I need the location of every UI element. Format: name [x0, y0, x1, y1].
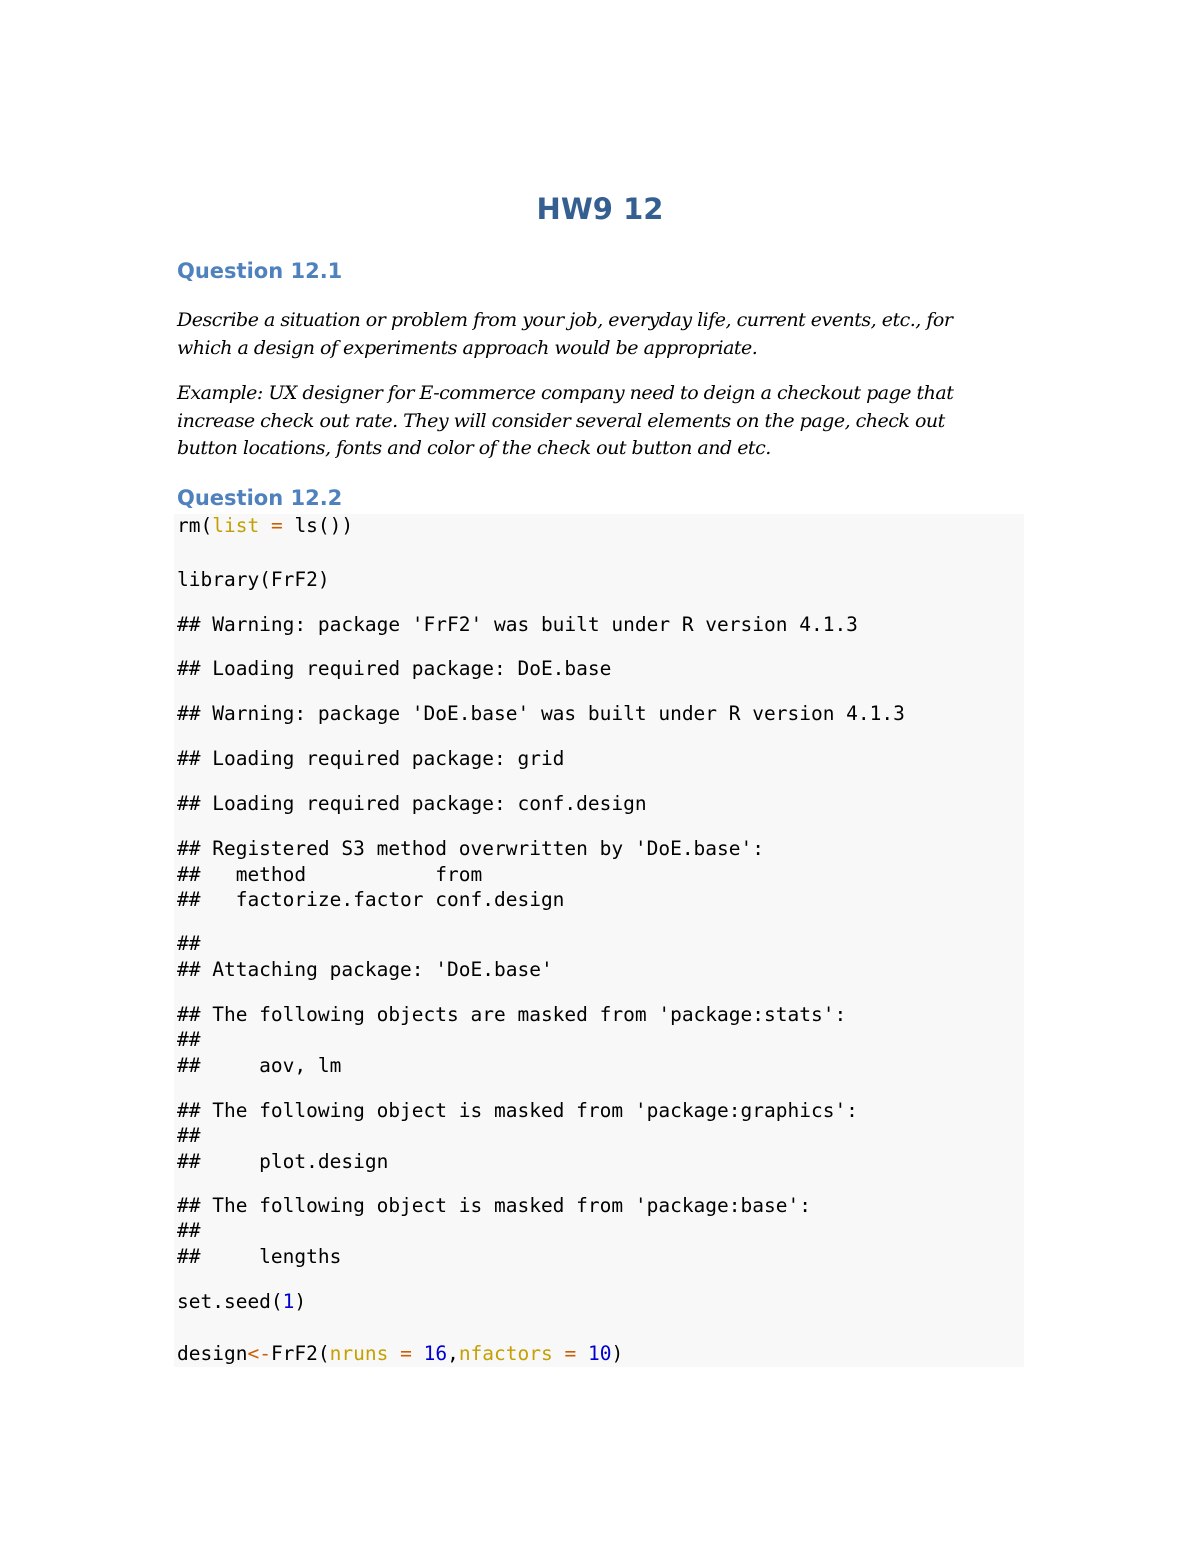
prompt-line: which a design of experiments approach would be appropriate. — [177, 336, 758, 359]
output-line: ## factorize.factor conf.design — [177, 888, 565, 911]
output-line: ## Attaching package: 'DoE.base' — [177, 958, 553, 981]
output-line: ## — [177, 1219, 201, 1242]
code-block — [174, 514, 1024, 1367]
output-line: ## plot.design — [177, 1150, 389, 1173]
code-token-argument: list — [212, 514, 260, 537]
code-token-argument: nruns — [329, 1342, 389, 1365]
output-line: ## Warning: package 'FrF2' was built under R version 4.1.3 — [177, 613, 858, 636]
code-token-number: 10 — [587, 1342, 612, 1365]
output-line: ## Loading required package: DoE.base — [177, 657, 612, 680]
code-token: FrF2( — [270, 1342, 330, 1365]
output-line: ## — [177, 1028, 201, 1051]
output-line: ## — [177, 932, 201, 955]
code-line-design — [177, 1342, 623, 1366]
code-token-operator: = — [388, 1342, 424, 1365]
output-line: ## Registered S3 method overwritten by 'DoE.base': — [177, 837, 764, 860]
output-line: ## lengths — [177, 1245, 342, 1268]
question-12-1-answer — [177, 380, 1007, 463]
code-token: , — [447, 1342, 459, 1365]
answer-line: Example: UX designer for E-commerce company need to deign a checkout page that — [177, 382, 954, 404]
code-token-operator: = — [552, 1342, 588, 1365]
question-12-1-heading: Question 12.1 — [177, 259, 343, 283]
page-title: HW9 12 — [536, 192, 664, 226]
answer-line: increase check out rate. They will consider several elements on the page, check out — [177, 409, 945, 432]
answer-line: button locations, fonts and color of the check out button and etc. — [177, 437, 771, 459]
output-line: ## aov, lm — [177, 1054, 342, 1077]
output-line: ## Warning: package 'DoE.base' was built under R version 4.1.3 — [177, 702, 905, 725]
output-line: ## The following object is masked from 'package:base': — [177, 1194, 811, 1217]
code-token-argument: nfactors — [458, 1342, 553, 1365]
output-line: ## Loading required package: grid — [177, 747, 565, 770]
code-token-operator: = — [259, 514, 295, 537]
code-token: ) — [611, 1342, 624, 1365]
code-token: ) — [294, 1290, 307, 1313]
output-line: ## The following object is masked from 'package:graphics': — [177, 1099, 858, 1122]
question-12-1-prompt — [177, 307, 1007, 362]
code-line-set-seed — [177, 1290, 306, 1314]
code-line-library: library(FrF2) — [177, 568, 330, 591]
code-token: rm( — [177, 514, 213, 537]
code-token: design — [177, 1342, 248, 1365]
output-line: ## Loading required package: conf.design — [177, 792, 647, 815]
code-token-number: 16 — [423, 1342, 448, 1365]
code-line-rm — [177, 514, 353, 538]
code-token-number: 1 — [282, 1290, 295, 1313]
output-line: ## The following objects are masked from 'package:stats': — [177, 1003, 847, 1026]
prompt-line: Describe a situation or problem from your job, everyday life, current events, etc., for — [177, 309, 953, 331]
question-12-2-heading: Question 12.2 — [177, 486, 343, 510]
code-token-operator: <- — [247, 1342, 271, 1365]
output-line: ## — [177, 1124, 201, 1147]
output-line: ## method from — [177, 863, 483, 886]
code-token: ls()) — [294, 514, 354, 537]
code-token: set.seed( — [177, 1290, 283, 1313]
